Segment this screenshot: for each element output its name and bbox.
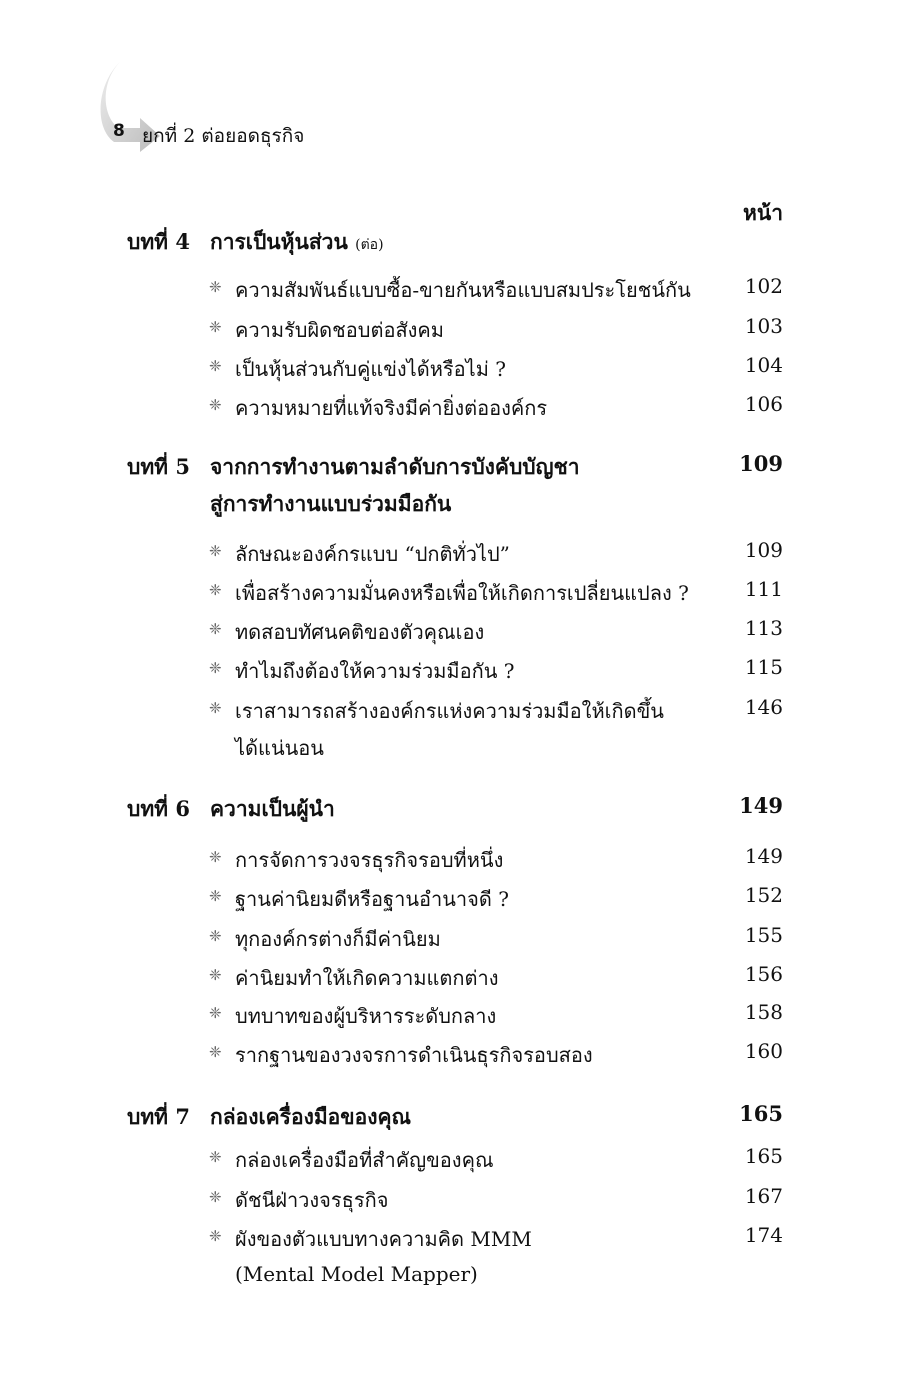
toc-entry-text: ความหมายที่แท้จริงมีค่ายิ่งต่อองค์กร bbox=[235, 396, 548, 420]
snowflake-bullet-icon: ❈ bbox=[209, 1043, 222, 1061]
snowflake-bullet-icon: ❈ bbox=[209, 396, 222, 414]
snowflake-bullet-icon: ❈ bbox=[209, 927, 222, 945]
toc-entry-page-number: 165 bbox=[744, 1144, 783, 1168]
toc-entry-text: เพื่อสร้างความมั่นคงหรือเพื่อให้เกิดการเปลี่ยนแปลง ? bbox=[235, 581, 689, 605]
snowflake-bullet-icon: ❈ bbox=[209, 620, 222, 638]
chapter-title: กล่องเครื่องมือของคุณ bbox=[210, 1104, 412, 1129]
chapter-page-number: 165 bbox=[739, 1101, 783, 1126]
toc-entry-text: เป็นหุ้นส่วนกับคู่แข่งได้หรือไม่ ? bbox=[235, 357, 506, 381]
toc-entry-text: ดัชนีฝ่าวงจรธุรกิจ bbox=[235, 1188, 389, 1212]
toc-entry-page-number: 103 bbox=[744, 314, 783, 338]
chapter-page-number: 149 bbox=[739, 793, 783, 818]
toc-entry-text: บทบาทของผู้บริหารระดับกลาง bbox=[235, 1004, 497, 1028]
toc-entry-text: รากฐานของวงจรการดำเนินธุรกิจรอบสอง bbox=[235, 1043, 593, 1067]
snowflake-bullet-icon: ❈ bbox=[209, 966, 222, 984]
snowflake-bullet-icon: ❈ bbox=[209, 357, 222, 375]
toc-entry-page-number: 146 bbox=[744, 695, 783, 719]
toc-entry-text: (Mental Model Mapper) bbox=[235, 1262, 478, 1286]
snowflake-bullet-icon: ❈ bbox=[209, 581, 222, 599]
chapter-title: ความเป็นผู้นำ bbox=[210, 796, 335, 821]
chapter-title bbox=[210, 226, 384, 259]
running-title: ยกที่ 2 ต่อยอดธุรกิจ bbox=[142, 125, 305, 147]
toc-entry-page-number: 160 bbox=[744, 1039, 783, 1063]
toc-entry-text: การจัดการวงจรธุรกิจรอบที่หนึ่ง bbox=[235, 848, 504, 872]
toc-entry-text: ได้แน่นอน bbox=[235, 736, 324, 760]
snowflake-bullet-icon: ❈ bbox=[209, 1004, 222, 1022]
toc-entry-text: ทุกองค์กรต่างก็มีค่านิยม bbox=[235, 927, 441, 951]
snowflake-bullet-icon: ❈ bbox=[209, 542, 222, 560]
toc-entry-text: ผังของตัวแบบทางความคิด MMM bbox=[235, 1227, 532, 1251]
toc-entry-page-number: 152 bbox=[744, 883, 783, 907]
toc-entry-text: ทดสอบทัศนคติของตัวคุณเอง bbox=[235, 620, 485, 644]
toc-entry-page-number: 106 bbox=[744, 392, 783, 416]
chapter-label: บทที่ 4 bbox=[127, 229, 190, 254]
toc-entry-page-number: 155 bbox=[744, 923, 783, 947]
toc-entry-text: ทำไมถึงต้องให้ความร่วมมือกัน ? bbox=[235, 659, 515, 683]
toc-entry-page-number: 113 bbox=[744, 616, 783, 640]
snowflake-bullet-icon: ❈ bbox=[209, 699, 222, 717]
toc-entry-page-number: 111 bbox=[744, 577, 783, 601]
snowflake-bullet-icon: ❈ bbox=[209, 659, 222, 677]
chapter-label: บทที่ 5 bbox=[127, 454, 190, 479]
toc-entry-page-number: 174 bbox=[744, 1223, 783, 1247]
chapter-page-number: 109 bbox=[739, 451, 783, 476]
snowflake-bullet-icon: ❈ bbox=[209, 887, 222, 905]
snowflake-bullet-icon: ❈ bbox=[209, 318, 222, 336]
toc-entry-text: ลักษณะองค์กรแบบ “ปกติทั่วไป” bbox=[235, 542, 510, 566]
toc-entry-text: เราสามารถสร้างองค์กรแห่งความร่วมมือให้เกิดขึ้น bbox=[235, 699, 664, 723]
toc-entry-page-number: 115 bbox=[744, 655, 783, 679]
toc-entry-page-number: 167 bbox=[744, 1184, 783, 1208]
toc-entry-page-number: 104 bbox=[744, 353, 783, 377]
snowflake-bullet-icon: ❈ bbox=[209, 848, 222, 866]
snowflake-bullet-icon: ❈ bbox=[209, 1188, 222, 1206]
toc-entry-page-number: 102 bbox=[744, 274, 783, 298]
snowflake-bullet-icon: ❈ bbox=[209, 1227, 222, 1245]
chapter-label: บทที่ 7 bbox=[127, 1104, 190, 1129]
chapter-label: บทที่ 6 bbox=[127, 796, 190, 821]
chapter-title: จากการทำงานตามลำดับการบังคับบัญชา bbox=[210, 454, 580, 479]
toc-entry-text: ความสัมพันธ์แบบซื้อ-ขายกันหรือแบบสมประโยชน์กัน bbox=[235, 278, 691, 302]
chapter-title-text: การเป็นหุ้นส่วน bbox=[210, 229, 348, 254]
chapter-title: สู่การทำงานแบบร่วมมือกัน bbox=[210, 491, 452, 516]
toc-entry-text: ความรับผิดชอบต่อสังคม bbox=[235, 318, 444, 342]
toc-entry-text: กล่องเครื่องมือที่สำคัญของคุณ bbox=[235, 1148, 494, 1172]
toc-entry-text: ฐานค่านิยมดีหรือฐานอำนาจดี ? bbox=[235, 887, 509, 911]
toc-entry-page-number: 158 bbox=[744, 1000, 783, 1024]
toc-entry-page-number: 109 bbox=[744, 538, 783, 562]
snowflake-bullet-icon: ❈ bbox=[209, 1148, 222, 1166]
page-number: 8 bbox=[113, 121, 125, 141]
page-column-heading: หน้า bbox=[743, 200, 783, 225]
toc-entry-page-number: 149 bbox=[744, 844, 783, 868]
snowflake-bullet-icon: ❈ bbox=[209, 278, 222, 296]
toc-entry-text: ค่านิยมทำให้เกิดความแตกต่าง bbox=[235, 966, 499, 990]
chapter-title-suffix: (ต่อ) bbox=[355, 237, 384, 253]
toc-entry-page-number: 156 bbox=[744, 962, 783, 986]
